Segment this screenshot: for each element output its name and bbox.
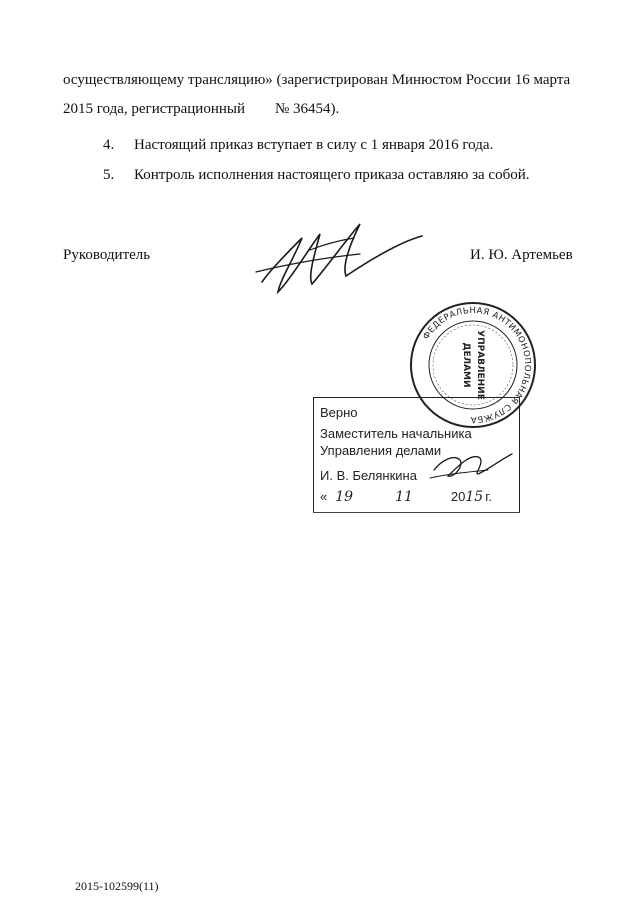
signatory-name: И. Ю. Артемьев — [470, 247, 573, 263]
stamp-date-month: 11 — [395, 489, 413, 505]
item-4-text: Настоящий приказ вступает в силу с 1 января 2016 года. — [134, 137, 494, 153]
stamp-date-year-prefix: 20 — [450, 489, 466, 504]
stamp-position-line-2: Управления делами — [320, 443, 442, 458]
item-4-number: 4. — [103, 137, 115, 153]
seal-outer-text: ФЕДЕРАЛЬНАЯ АНТИМОНОПОЛЬНАЯ СЛУЖБА — [421, 305, 533, 425]
seal-center-line-1: УПРАВЛЕНИЕ — [475, 330, 485, 400]
stamp-date-year-hand: 15 — [465, 489, 484, 505]
stamp-date-suffix: г. — [485, 489, 492, 504]
stamp-date-day: 19 — [335, 489, 354, 505]
item-5-number: 5. — [103, 167, 115, 183]
stamp-official-name: И. В. Белянкина — [320, 468, 417, 483]
paragraph-continuation-line-1: осуществляющему трансляцию» (зарегистрирован Минюстом России 16 марта — [63, 72, 571, 88]
stamp-certified-label: Верно — [320, 405, 358, 420]
stamp-date — [320, 489, 492, 505]
stamp-date-open-quote: « — [320, 489, 328, 504]
document-code: 2015-102599(11) — [75, 879, 159, 893]
director-signature-icon — [250, 210, 430, 300]
stamp-divider — [313, 512, 520, 513]
registration-text: 2015 года, регистрационный — [63, 101, 245, 117]
item-5-text: Контроль исполнения настоящего приказа оставляю за собой. — [134, 167, 530, 183]
seal-center-line-2: ДЕЛАМИ — [461, 342, 471, 388]
paragraph-continuation-line-2 — [63, 100, 339, 118]
registration-number: № 36454). — [275, 101, 340, 117]
stamp-signature-icon — [428, 440, 518, 490]
signatory-role: Руководитель — [63, 247, 151, 263]
stamp-position-line-1: Заместитель начальника — [320, 426, 472, 441]
